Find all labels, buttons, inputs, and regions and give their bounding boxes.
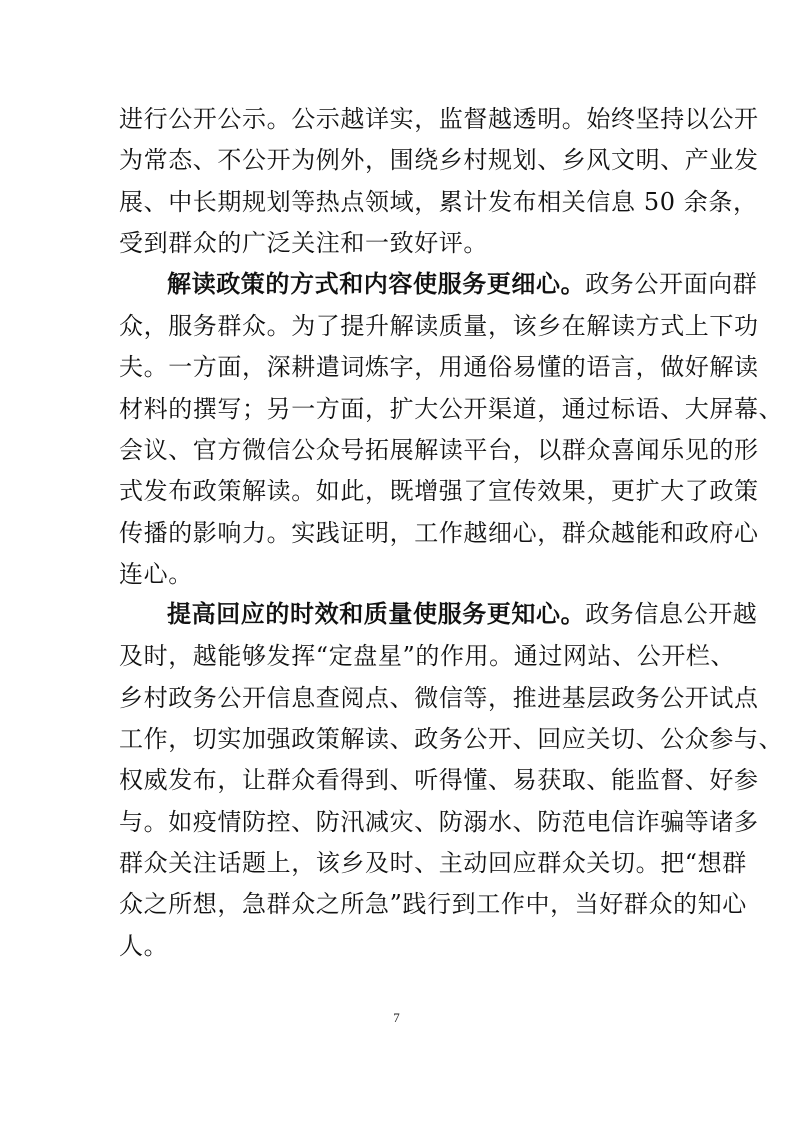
paragraph-1-line-2: 为常态、不公开为例外，围绕乡村规划、乡风文明、产业发 [119,146,759,174]
paragraph-3-line-1-text: 政务信息公开越 [585,600,758,628]
page-number: 7 [393,1010,400,1025]
paragraph-3-line-3: 乡村政务公开信息查阅点、微信等，推进基层政务公开试点 [119,684,759,712]
paragraph-2-line-5: 会议、官方微信公众号拓展解读平台，以群众喜闻乐见的形 [119,436,759,464]
paragraph-1-line-4: 受到群众的广泛关注和一致好评。 [119,229,488,257]
paragraph-2-line-7: 传播的影响力。实践证明，工作越细心，群众越能和政府心 [119,519,759,547]
paragraph-2-line-8: 连心。 [119,560,193,588]
paragraph-3-line-5: 权威发布，让群众看得到、听得懂、易获取、能监督、好参 [119,766,759,794]
paragraph-2-line-6: 式发布政策解读。如此，既增强了宣传效果，更扩大了政策 [119,477,759,505]
paragraph-2-line-4: 材料的撰写；另一方面，扩大公开渠道，通过标语、大屏幕、 [119,395,784,423]
paragraph-3-line-1 [167,599,758,629]
paragraph-3-heading: 提高回应的时效和质量使服务更知心。 [167,599,586,628]
paragraph-3-line-7: 群众关注话题上，该乡及时、主动回应群众关切。把“想群 [119,849,747,877]
paragraph-2-line-1 [167,269,758,299]
paragraph-3-line-8: 众之所想，急群众之所急”践行到工作中，当好群众的知心 [119,890,747,918]
paragraph-2-heading: 解读政策的方式和内容使服务更细心。 [167,269,586,298]
paragraph-2-line-3: 夫。一方面，深耕遣词炼字，用通俗易懂的语言，做好解读 [119,353,759,381]
paragraph-1-line-3: 展、中长期规划等热点领域，累计发布相关信息 50 余条， [119,188,758,216]
paragraph-3-line-2: 及时，越能够发挥“定盘星”的作用。通过网站、公开栏、 [119,642,736,670]
paragraph-3-line-4: 工作，切实加强政策解读、政务公开、回应关切、公众参与、 [119,725,784,753]
paragraph-2-line-2: 众，服务群众。为了提升解读质量，该乡在解读方式上下功 [119,312,759,340]
paragraph-2-line-1-text: 政务公开面向群 [585,270,758,298]
paragraph-1-line-1: 进行公开公示。公示越详实，监督越透明。始终坚持以公开 [119,105,759,133]
paragraph-3-line-6: 与。如疫情防控、防汛减灾、防溺水、防范电信诈骗等诸多 [119,808,759,836]
paragraph-3-line-9: 人。 [119,932,169,960]
